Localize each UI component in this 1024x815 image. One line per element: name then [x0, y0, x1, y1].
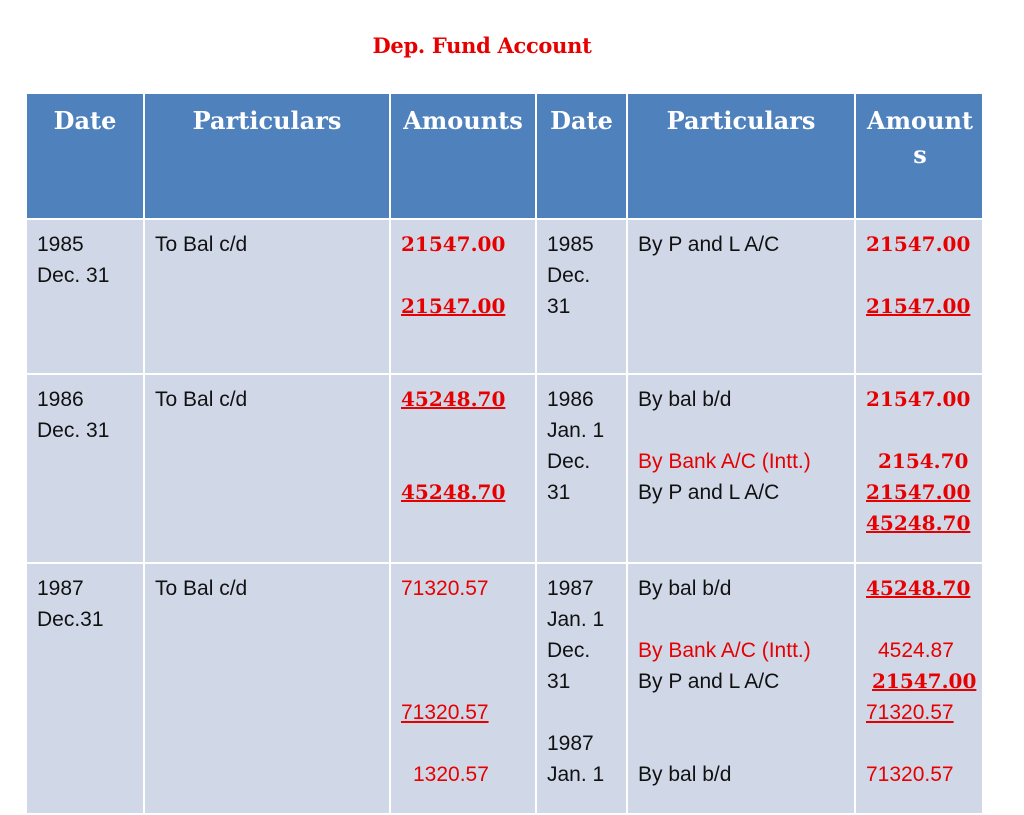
date-text: Dec. 31 — [37, 264, 110, 287]
amount-total: 21547.00 — [866, 294, 971, 318]
amount-total: 45248.70 — [401, 480, 506, 504]
cell-amounts-left — [390, 374, 536, 563]
amount-total: 71320.57 — [401, 701, 489, 724]
amount-value: 2154.70 — [878, 449, 969, 473]
particular-text: To Bal c/d — [155, 388, 248, 411]
amount-value: 45248.70 — [401, 387, 506, 411]
particular-text: By Bank A/C (Intt.) — [638, 450, 811, 473]
header-particulars-left: Particulars — [144, 93, 390, 219]
cell-particulars-right — [627, 563, 855, 814]
date-text: Jan. 1 — [547, 763, 605, 786]
amount-value: 21547.00 — [401, 232, 506, 256]
particular-text: By bal b/d — [638, 577, 732, 600]
cell-particulars-left — [144, 374, 390, 563]
particular-text: By P and L A/C — [638, 670, 780, 693]
amount-total: 21547.00 — [401, 294, 506, 318]
date-text: Jan. 1 — [547, 419, 605, 442]
particular-text: By bal b/d — [638, 388, 732, 411]
particular-text: By Bank A/C (Intt.) — [638, 639, 811, 662]
header-particulars-right: Particulars — [627, 93, 855, 219]
amount-total: 71320.57 — [866, 701, 954, 724]
amount-value: 45248.70 — [866, 576, 971, 600]
amount-value: 21547.00 — [866, 387, 971, 411]
particular-text: To Bal c/d — [155, 233, 248, 256]
amount-value: 1320.57 — [413, 763, 489, 786]
date-text: 31 — [547, 481, 571, 504]
date-text: Dec. — [547, 639, 591, 662]
amount-value: 21547.00 — [872, 669, 977, 693]
date-text: 31 — [547, 670, 571, 693]
cell-date-left — [26, 563, 144, 814]
date-text: 1985 — [547, 233, 594, 256]
amount-value: 71320.57 — [866, 763, 954, 786]
cell-amounts-right — [855, 219, 983, 374]
particular-text: By P and L A/C — [638, 481, 780, 504]
date-text: Jan. 1 — [547, 608, 605, 631]
date-text: Dec.31 — [37, 608, 104, 631]
cell-date-right — [536, 374, 627, 563]
date-text: 1987 — [37, 577, 84, 600]
particular-text: By P and L A/C — [638, 233, 780, 256]
table-row — [26, 374, 983, 563]
amount-total: 45248.70 — [866, 511, 971, 535]
table-row — [26, 563, 983, 814]
cell-date-left — [26, 219, 144, 374]
cell-particulars-left — [144, 563, 390, 814]
header-amounts-right: Amounts — [855, 93, 983, 219]
particular-text: To Bal c/d — [155, 577, 248, 600]
cell-amounts-left — [390, 219, 536, 374]
amount-value: 4524.87 — [878, 639, 954, 662]
header-row — [26, 93, 983, 219]
header-date-right: Date — [536, 93, 627, 219]
header-amounts-left: Amounts — [390, 93, 536, 219]
date-text: Dec. — [547, 264, 591, 287]
cell-date-right — [536, 219, 627, 374]
cell-amounts-right — [855, 563, 983, 814]
page-title: Dep. Fund Account — [372, 33, 592, 58]
table-row — [26, 219, 983, 374]
ledger-table — [25, 92, 984, 815]
date-text: 1986 — [547, 388, 594, 411]
date-text: Dec. — [547, 450, 591, 473]
date-text: 1987 — [547, 732, 594, 755]
cell-amounts-left — [390, 563, 536, 814]
amount-value: 21547.00 — [866, 480, 971, 504]
date-text: 1986 — [37, 388, 84, 411]
cell-date-right — [536, 563, 627, 814]
date-text: Dec. 31 — [37, 419, 110, 442]
cell-particulars-left — [144, 219, 390, 374]
date-text: 31 — [547, 295, 571, 318]
cell-particulars-right — [627, 219, 855, 374]
particular-text: By bal b/d — [638, 763, 732, 786]
date-text: 1985 — [37, 233, 84, 256]
date-text: 1987 — [547, 577, 594, 600]
amount-value: 71320.57 — [401, 577, 489, 600]
cell-date-left — [26, 374, 144, 563]
amount-value: 21547.00 — [866, 232, 971, 256]
header-date-left: Date — [26, 93, 144, 219]
cell-amounts-right — [855, 374, 983, 563]
cell-particulars-right — [627, 374, 855, 563]
